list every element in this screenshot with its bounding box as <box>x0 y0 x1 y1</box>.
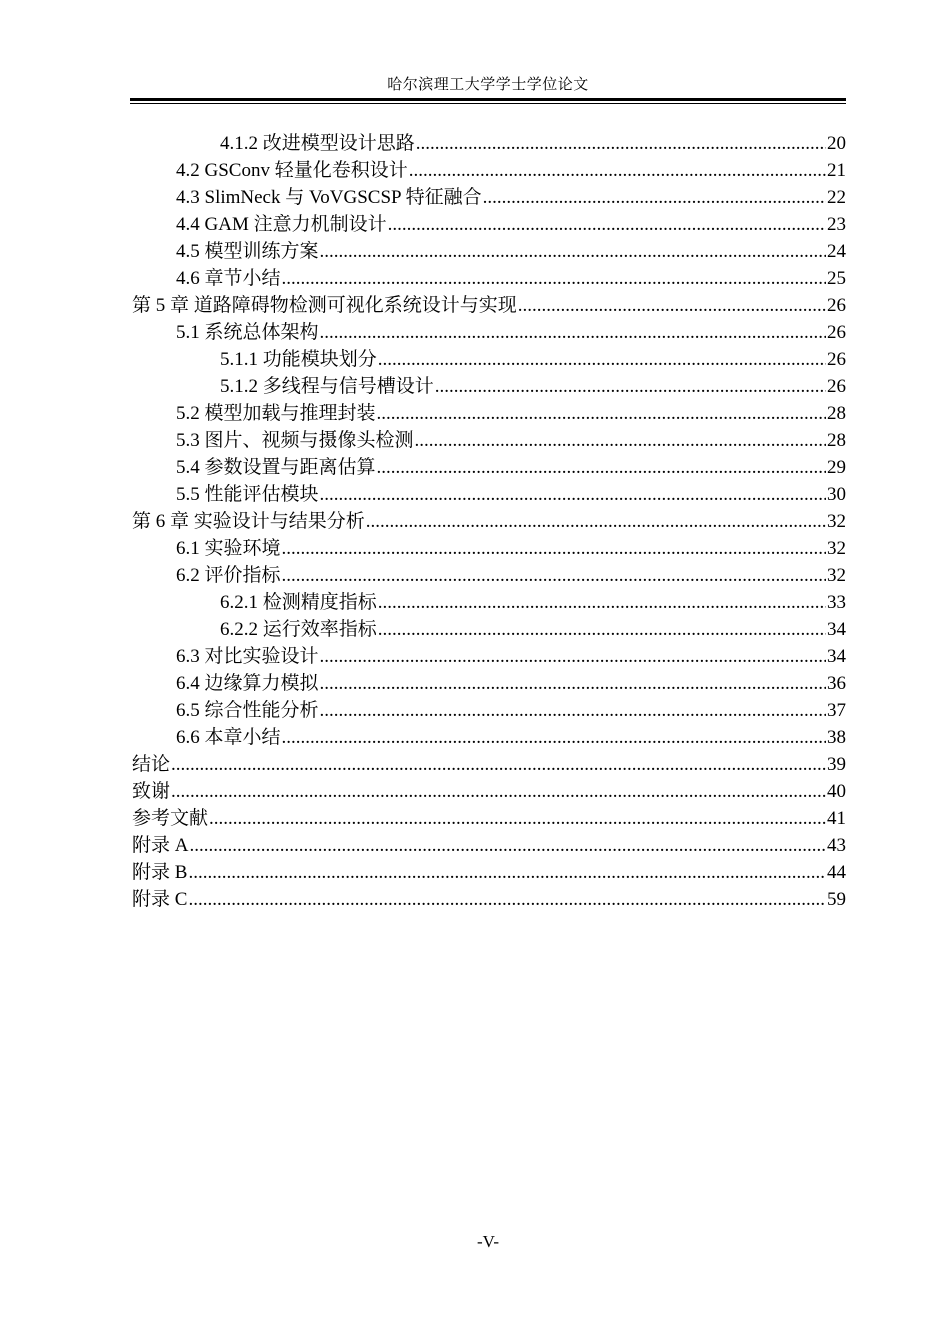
toc-entry-page-number: 26 <box>827 349 846 370</box>
toc-entry[interactable] <box>130 427 846 454</box>
running-header: 哈尔滨理工大学学士学位论文 <box>387 77 589 93</box>
toc-leader-dots <box>378 346 826 373</box>
toc-entry-title: 5.5 性能评估模块 <box>176 484 319 505</box>
toc-entry-page-number: 36 <box>827 673 846 694</box>
toc-entry[interactable] <box>130 319 846 346</box>
toc-entry[interactable] <box>130 238 846 265</box>
toc-entry[interactable] <box>130 454 846 481</box>
toc-leader-dots <box>209 805 826 832</box>
toc-leader-dots <box>378 616 826 643</box>
toc-entry-page-number: 43 <box>827 835 846 856</box>
toc-entry-page-number: 59 <box>827 889 846 910</box>
toc-leader-dots <box>377 454 826 481</box>
toc-entry-title: 5.3 图片、视频与摄像头检测 <box>176 430 414 451</box>
toc-entry-page-number: 26 <box>827 295 846 316</box>
toc-leader-dots <box>171 751 826 778</box>
toc-entry[interactable] <box>130 562 846 589</box>
toc-entry[interactable] <box>130 535 846 562</box>
toc-entry-title: 6.5 综合性能分析 <box>176 700 319 721</box>
toc-entry-page-number: 28 <box>827 403 846 424</box>
toc-entry-page-number: 32 <box>827 538 846 559</box>
toc-leader-dots <box>388 211 826 238</box>
toc-entry-title: 附录 B <box>132 862 188 883</box>
toc-entry-page-number: 34 <box>827 646 846 667</box>
page-number: -V- <box>476 1232 500 1251</box>
toc-entry-title: 6.1 实验环境 <box>176 538 281 559</box>
toc-entry[interactable] <box>130 508 846 535</box>
toc-entry[interactable] <box>130 400 846 427</box>
toc-entry-title: 6.6 本章小结 <box>176 727 281 748</box>
toc-entry-title: 附录 C <box>132 889 188 910</box>
table-of-contents <box>130 130 846 913</box>
toc-entry[interactable] <box>130 751 846 778</box>
toc-leader-dots <box>377 400 826 427</box>
toc-entry[interactable] <box>130 805 846 832</box>
toc-entry-page-number: 29 <box>827 457 846 478</box>
toc-leader-dots <box>416 130 826 157</box>
toc-entry-title: 4.2 GSConv 轻量化卷积设计 <box>176 160 408 181</box>
toc-entry-title: 4.1.2 改进模型设计思路 <box>220 133 415 154</box>
toc-entry-page-number: 24 <box>827 241 846 262</box>
toc-entry-page-number: 23 <box>827 214 846 235</box>
toc-entry-page-number: 34 <box>827 619 846 640</box>
toc-leader-dots <box>366 508 826 535</box>
toc-entry-page-number: 40 <box>827 781 846 802</box>
toc-leader-dots <box>188 859 826 886</box>
toc-entry-page-number: 38 <box>827 727 846 748</box>
toc-entry[interactable] <box>130 832 846 859</box>
toc-leader-dots <box>320 238 826 265</box>
toc-entry-title: 4.3 SlimNeck 与 VoVGSCSP 特征融合 <box>176 187 482 208</box>
toc-entry-title: 5.1.2 多线程与信号槽设计 <box>220 376 434 397</box>
toc-entry-title: 5.1.1 功能模块划分 <box>220 349 377 370</box>
toc-entry-title: 5.4 参数设置与距离估算 <box>176 457 376 478</box>
toc-entry-page-number: 28 <box>827 430 846 451</box>
toc-entry-title: 4.4 GAM 注意力机制设计 <box>176 214 387 235</box>
toc-leader-dots <box>282 265 826 292</box>
toc-entry[interactable] <box>130 589 846 616</box>
toc-entry[interactable] <box>130 157 846 184</box>
toc-entry-page-number: 41 <box>827 808 846 829</box>
toc-leader-dots <box>282 562 826 589</box>
toc-leader-dots <box>435 373 826 400</box>
toc-entry-page-number: 32 <box>827 565 846 586</box>
toc-entry[interactable] <box>130 697 846 724</box>
toc-leader-dots <box>518 292 826 319</box>
toc-leader-dots <box>188 886 826 913</box>
toc-entry-title: 致谢 <box>132 781 171 802</box>
toc-entry-title: 第 6 章 实验设计与结果分析 <box>132 511 365 532</box>
toc-entry[interactable] <box>130 211 846 238</box>
toc-entry-page-number: 26 <box>827 322 846 343</box>
header-rule-thick <box>130 98 846 101</box>
toc-entry-page-number: 20 <box>827 133 846 154</box>
toc-entry[interactable] <box>130 373 846 400</box>
toc-leader-dots <box>320 697 826 724</box>
toc-entry-title: 4.6 章节小结 <box>176 268 281 289</box>
toc-entry-title: 6.4 边缘算力模拟 <box>176 673 319 694</box>
toc-entry[interactable] <box>130 886 846 913</box>
toc-leader-dots <box>320 319 826 346</box>
toc-entry-page-number: 30 <box>827 484 846 505</box>
toc-entry-page-number: 26 <box>827 376 846 397</box>
toc-entry-title: 5.2 模型加载与推理封装 <box>176 403 376 424</box>
toc-entry-title: 6.2.1 检测精度指标 <box>220 592 377 613</box>
toc-leader-dots <box>282 724 826 751</box>
toc-entry[interactable] <box>130 670 846 697</box>
toc-leader-dots <box>171 778 826 805</box>
toc-entry[interactable] <box>130 616 846 643</box>
toc-entry[interactable] <box>130 859 846 886</box>
toc-entry-title: 6.2 评价指标 <box>176 565 281 586</box>
toc-entry-title: 6.2.2 运行效率指标 <box>220 619 377 640</box>
toc-entry-page-number: 33 <box>827 592 846 613</box>
toc-entry-page-number: 44 <box>827 862 846 883</box>
toc-leader-dots <box>483 184 826 211</box>
toc-entry[interactable] <box>130 643 846 670</box>
toc-leader-dots <box>282 535 826 562</box>
toc-entry[interactable] <box>130 778 846 805</box>
toc-entry[interactable] <box>130 292 846 319</box>
toc-leader-dots <box>320 481 826 508</box>
toc-entry-page-number: 22 <box>827 187 846 208</box>
toc-entry-page-number: 32 <box>827 511 846 532</box>
header-rule-thin <box>130 103 846 104</box>
toc-entry-page-number: 37 <box>827 700 846 721</box>
toc-entry[interactable] <box>130 130 846 157</box>
toc-leader-dots <box>409 157 826 184</box>
toc-entry-title: 5.1 系统总体架构 <box>176 322 319 343</box>
toc-entry-page-number: 25 <box>827 268 846 289</box>
toc-leader-dots <box>320 643 826 670</box>
toc-entry-title: 第 5 章 道路障碍物检测可视化系统设计与实现 <box>132 295 517 316</box>
toc-entry-page-number: 21 <box>827 160 846 181</box>
toc-entry[interactable] <box>130 265 846 292</box>
toc-leader-dots <box>189 832 826 859</box>
toc-leader-dots <box>378 589 826 616</box>
toc-leader-dots <box>415 427 826 454</box>
toc-entry-title: 4.5 模型训练方案 <box>176 241 319 262</box>
toc-leader-dots <box>320 670 826 697</box>
toc-entry-title: 6.3 对比实验设计 <box>176 646 319 667</box>
toc-entry-title: 附录 A <box>132 835 189 856</box>
toc-entry[interactable] <box>130 346 846 373</box>
toc-entry[interactable] <box>130 481 846 508</box>
toc-entry[interactable] <box>130 184 846 211</box>
toc-entry-page-number: 39 <box>827 754 846 775</box>
toc-entry-title: 参考文献 <box>132 808 209 829</box>
toc-entry[interactable] <box>130 724 846 751</box>
toc-entry-title: 结论 <box>132 754 171 775</box>
